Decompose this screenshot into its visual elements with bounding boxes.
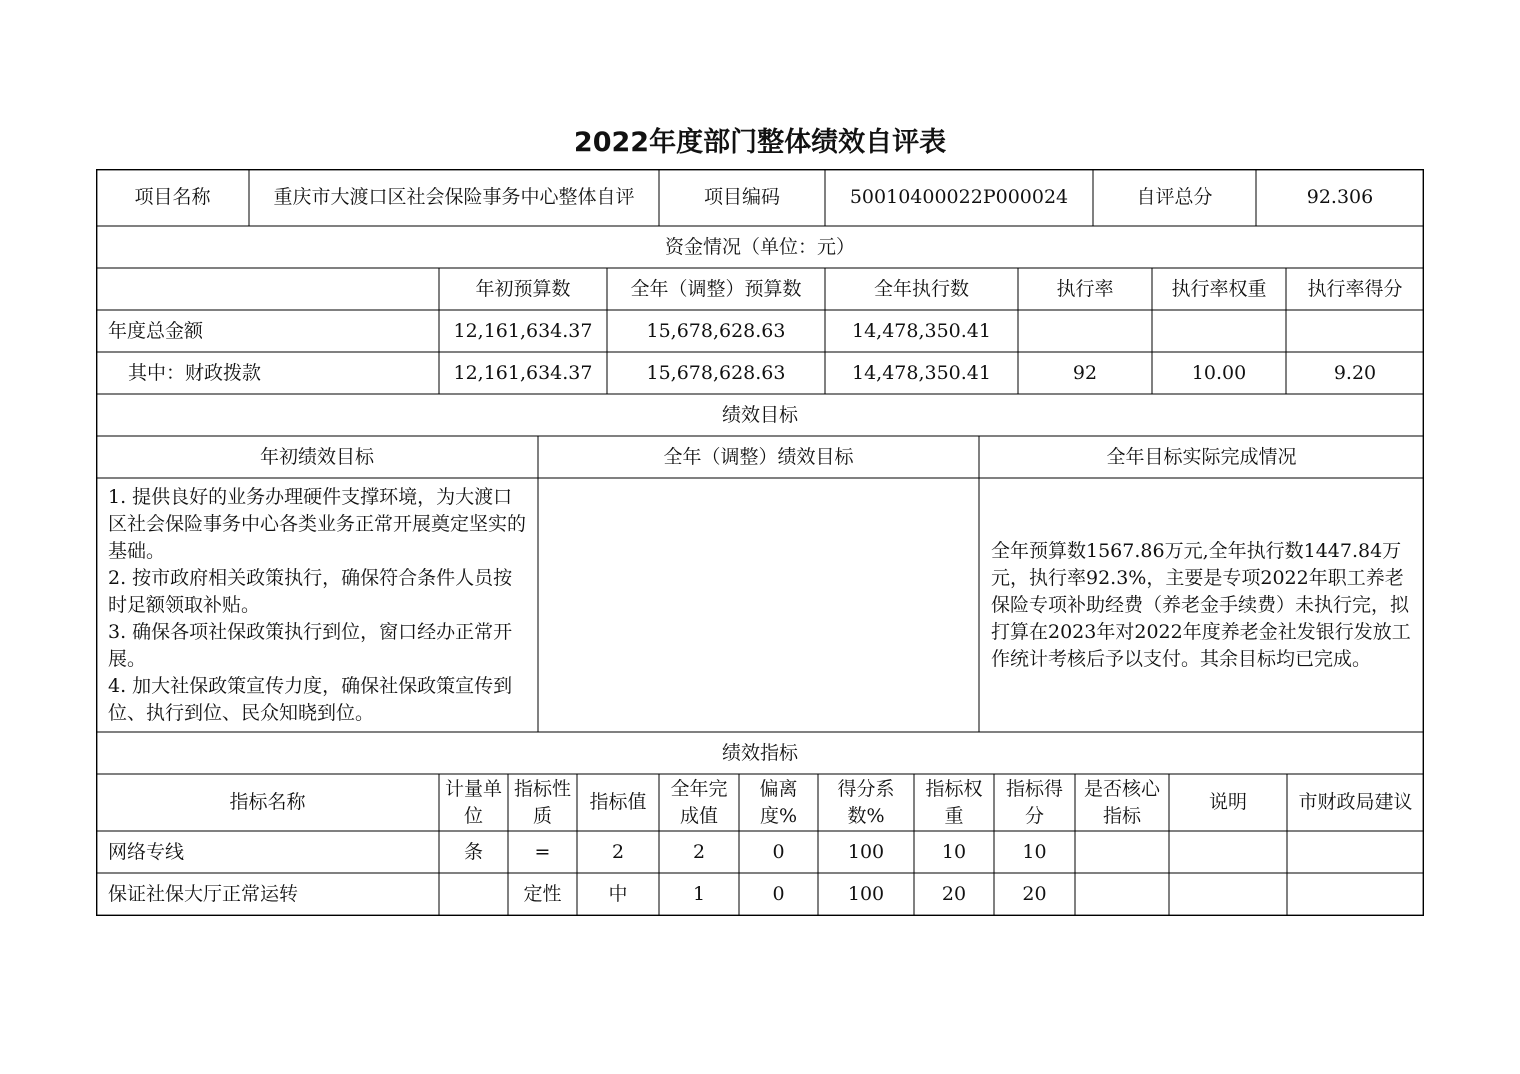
goals-initial-list [96, 478, 538, 732]
funds-row-rate [1018, 310, 1152, 352]
ind-row-core [1075, 831, 1169, 873]
ind-col-note: 说明 [1208, 791, 1247, 813]
ind-col-value: 指标值 [589, 791, 647, 813]
goal-item: 2. 按市政府相关政策执行，确保符合条件人员按时足额领取补贴。 [108, 566, 513, 616]
ind-col-core: 是否核心指标 [1083, 777, 1160, 827]
ind-row-note [1169, 873, 1287, 916]
goal-item: 4. 加大社保政策宣传力度，确保社保政策宣传到位、执行到位、民众知晓到位。 [108, 674, 513, 724]
ind-row-nature: 定性 [523, 883, 562, 905]
ind-row-value: 2 [611, 840, 625, 863]
funds-col-initial: 年初预算数 [475, 277, 571, 300]
ind-row-name: 保证社保大厅正常运转 [108, 883, 299, 905]
ind-col-deviation: 偏离度% [759, 777, 798, 827]
ind-row-deviation: 0 [772, 883, 785, 905]
ind-col-weight: 指标权重 [925, 777, 983, 827]
funds-row-initial: 12,161,634.37 [453, 361, 593, 384]
goal-item: 3. 确保各项社保政策执行到位，窗口经办正常开展。 [108, 620, 513, 670]
funds-row-weight [1152, 310, 1286, 352]
funds-row-initial: 12,161,634.37 [453, 319, 593, 342]
funds-col-executed: 全年执行数 [873, 277, 969, 300]
goal-item: 1. 提供良好的业务办理硬件支撑环境，为大渡口区社会保险事务中心各类业务正常开展奠定坚实的基础。 [108, 485, 527, 562]
funds-row-executed: 14,478,350.41 [851, 319, 991, 342]
project-code-value: 50010400022P000024 [849, 186, 1069, 208]
ind-row-unit [439, 873, 508, 916]
ind-col-nature: 指标性质 [514, 777, 572, 827]
funds-row-adjusted: 15,678,628.63 [646, 319, 786, 342]
funds-col-adjusted: 全年（调整）预算数 [630, 277, 802, 300]
funds-row-executed: 14,478,350.41 [851, 361, 991, 384]
project-name-label: 项目名称 [134, 186, 211, 208]
ind-row-weight: 20 [941, 883, 967, 905]
funds-row-score [1286, 310, 1424, 352]
goals-actual-text: 全年预算数1567.86万元,全年执行数1447.84万元，执行率92.3%，主要是专项2022年职工养老保险专项补助经费（养老金手续费）未执行完，拟打算在2023年对2022年度养老金社发银行发放工作统计考核后予以支付。其余目标均已完成。 [991, 539, 1411, 670]
ind-col-coef: 得分系数% [837, 777, 895, 827]
goals-section-title: 绩效目标 [721, 403, 798, 426]
goals-adjusted-text [538, 478, 979, 732]
ind-row-nature: = [534, 840, 551, 863]
funds-col-weight: 执行率权重 [1171, 277, 1267, 300]
ind-row-advice [1287, 831, 1424, 873]
ind-row-advice [1287, 873, 1424, 916]
ind-row-coef: 100 [847, 840, 885, 863]
ind-row-note [1169, 831, 1287, 873]
goals-col-adjusted: 全年（调整）绩效目标 [663, 445, 854, 468]
score-label: 自评总分 [1136, 186, 1213, 208]
self-evaluation-table [96, 169, 1424, 916]
project-code-label: 项目编码 [703, 186, 780, 208]
score-value: 92.306 [1306, 186, 1374, 208]
funds-row-score: 9.20 [1333, 361, 1377, 384]
funds-row-rate: 92 [1072, 361, 1098, 384]
ind-row-coef: 100 [847, 883, 885, 905]
funds-row-weight: 10.00 [1191, 361, 1247, 384]
ind-row-score: 20 [1022, 883, 1047, 905]
ind-col-unit: 计量单位 [445, 777, 503, 827]
funds-row-adjusted: 15,678,628.63 [646, 361, 786, 384]
ind-row-unit: 条 [463, 840, 483, 863]
ind-row-value: 中 [608, 883, 628, 905]
ind-row-weight: 10 [941, 840, 967, 863]
funds-col-score: 执行率得分 [1307, 277, 1403, 300]
funds-col-rate: 执行率 [1056, 277, 1114, 300]
ind-col-completed: 全年完成值 [670, 777, 728, 827]
project-name-value: 重庆市大渡口区社会保险事务中心整体自评 [273, 186, 635, 208]
funds-row-label: 其中：财政拨款 [128, 361, 262, 384]
indicators-section-title: 绩效指标 [721, 741, 798, 764]
page-title: 2022年度部门整体绩效自评表 [573, 127, 947, 158]
goals-col-initial: 年初绩效目标 [259, 445, 374, 468]
ind-row-score: 10 [1022, 840, 1047, 863]
ind-col-advice: 市财政局建议 [1298, 791, 1413, 813]
ind-col-name: 指标名称 [229, 791, 306, 813]
funds-row-label: 年度总金额 [108, 319, 204, 342]
goals-col-actual: 全年目标实际完成情况 [1106, 445, 1297, 468]
ind-row-core [1075, 873, 1169, 916]
ind-row-completed: 1 [692, 883, 706, 905]
ind-row-name: 网络专线 [108, 840, 185, 863]
funds-section-title: 资金情况（单位：元） [664, 235, 855, 258]
ind-col-score: 指标得分 [1005, 777, 1063, 827]
ind-row-deviation: 0 [772, 840, 785, 863]
ind-row-completed: 2 [692, 840, 706, 863]
